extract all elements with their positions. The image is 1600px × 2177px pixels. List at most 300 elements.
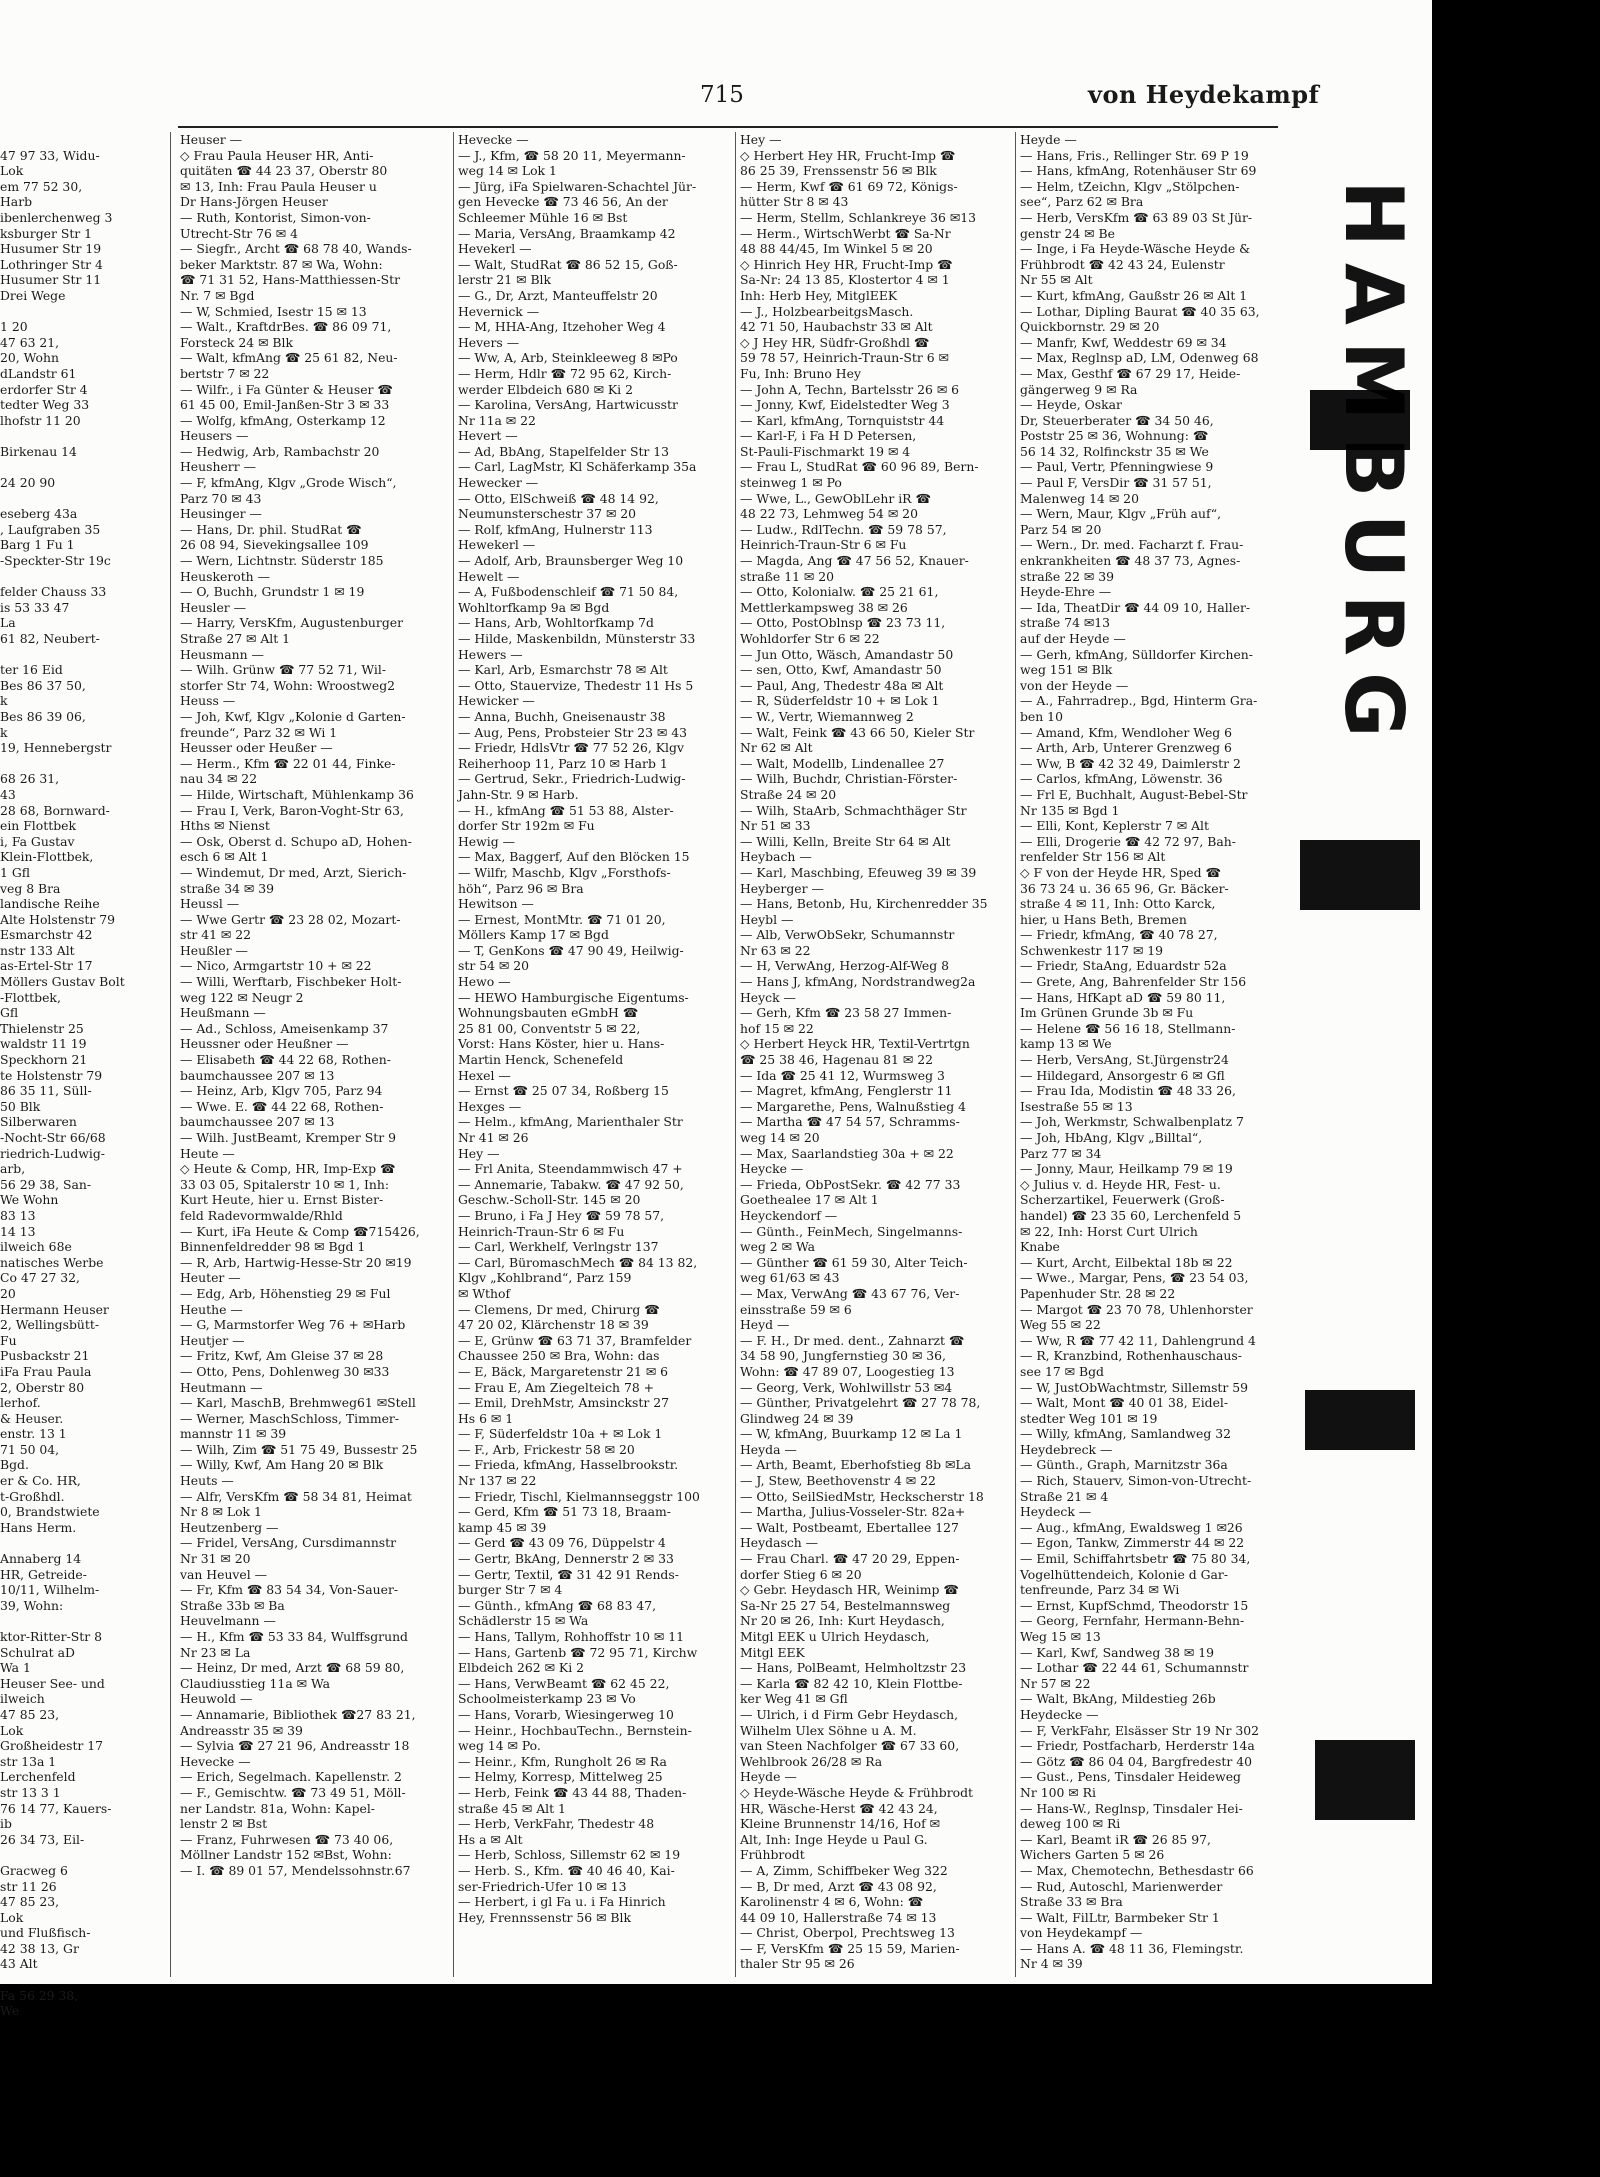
entry-line: — Walt, Mont ☎ 40 01 38, Eidel- xyxy=(1020,1395,1229,1411)
entry-line: Barg 1 Fu 1 xyxy=(0,537,75,553)
entry-line: — Jürg, iFa Spielwaren-Schachtel Jür- xyxy=(458,178,697,194)
entry-line: Lok xyxy=(0,163,24,179)
entry-line: Pusbackstr 21 xyxy=(0,1348,90,1364)
entry-line: — F., Arb, Frickestr 58 ✉ 20 xyxy=(458,1441,635,1457)
entry-line: storfer Str 74, Wohn: Wroostweg2 xyxy=(180,677,396,693)
entry-line: — Aug., kfmAng, Ewaldsweg 1 ✉26 xyxy=(1020,1519,1243,1535)
entry-line: — Otto, SeilSiedMstr, Heckscherstr 18 xyxy=(740,1488,984,1504)
entry-line: — F, Süderfeldstr 10a + ✉ Lok 1 xyxy=(458,1426,663,1442)
entry-line: is 53 33 47 xyxy=(0,599,70,615)
entry-line: esch 6 ✉ Alt 1 xyxy=(180,849,269,865)
entry-line: — Edg, Arb, Höhenstieg 29 ✉ Ful xyxy=(180,1285,391,1301)
entry-line: — Gertr, Textil, ☎ 31 42 91 Rends- xyxy=(458,1566,679,1582)
entry-line: weg 14 ✉ Po. xyxy=(458,1738,541,1754)
entry-line: — Heinr., HochbauTechn., Bernstein- xyxy=(458,1722,692,1738)
entry-line: — Max, Gesthf ☎ 67 29 17, Heide- xyxy=(1020,365,1241,381)
entry-line: — Helmy, Korresp, Mittelweg 25 xyxy=(458,1769,663,1785)
entry-line: 24 20 90 xyxy=(0,475,56,491)
entry-line: — T, GenKons ☎ 47 90 49, Heilwig- xyxy=(458,942,684,958)
entry-line: -Speckter-Str 19c xyxy=(0,553,111,569)
entry-line: Nr 23 ✉ La xyxy=(180,1644,251,1660)
entry-line: Mitgl EEK u Ulrich Heydasch, xyxy=(740,1629,930,1644)
entry-line: — Friedr, Tischl, Kielmannseggstr 100 xyxy=(458,1488,700,1504)
entry-line: natisches Werbe xyxy=(0,1254,104,1270)
entry-line: Hexel — xyxy=(458,1067,511,1083)
entry-line: — Margarethe, Pens, Walnußstieg 4 xyxy=(740,1098,967,1114)
entry-line: Sa-Nr: 24 13 85, Klostertor 4 ✉ 1 xyxy=(740,272,950,288)
entry-line: , Laufgraben 35 xyxy=(0,521,101,537)
entry-line: — Wern., Dr. med. Facharzt f. Frau- xyxy=(1020,537,1244,553)
entry-line: — Wwe., Margar, Pens, ☎ 23 54 03, xyxy=(1020,1270,1249,1286)
entry-line: 10/11, Wilhelm- xyxy=(0,1582,100,1598)
entry-line xyxy=(0,1535,118,1551)
entry-line: — I. ☎ 89 01 57, Mendelssohnstr.67 xyxy=(180,1862,411,1878)
entry-line: Wohltorfkamp 9a ✉ Bgd xyxy=(458,599,610,615)
entry-line: — Walt, kfmAng ☎ 25 61 82, Neu- xyxy=(180,350,398,366)
entry-line: Sa-Nr 25 27 54, Bestelmannsweg xyxy=(740,1597,951,1613)
entry-line: Gfl xyxy=(0,1005,19,1021)
entry-line: — Rud, Autoschl, Marienwerder xyxy=(1020,1878,1223,1894)
entry-line: — Clemens, Dr med, Chirurg ☎ xyxy=(458,1301,660,1317)
entry-line: — Wilh. Grünw ☎ 77 52 71, Wil- xyxy=(180,662,387,678)
entry-line: Fa 56 29 38, xyxy=(0,1987,79,2003)
entry-line: genstr 24 ✉ Be xyxy=(1020,225,1115,241)
entry-line: Heutzenberg — xyxy=(180,1519,279,1535)
entry-line: Co 47 27 32, xyxy=(0,1270,80,1286)
entry-line: Dr Hans-Jörgen Heuser xyxy=(180,194,328,210)
entry-line: Papenhuder Str. 28 ✉ 22 xyxy=(1020,1285,1176,1301)
entry-line: Möllers Gustav Bolt xyxy=(0,974,125,990)
entry-line: Thielenstr 25 xyxy=(0,1020,84,1036)
entry-line: — Günther ☎ 61 59 30, Alter Teich- xyxy=(740,1254,968,1270)
entry-line: — Harry, VersKfm, Augustenburger xyxy=(180,615,404,631)
entry-line: Heycke — xyxy=(740,1161,804,1177)
entry-line: — Karl-F, i Fa H D Petersen, xyxy=(740,428,917,444)
entry-line: straße 22 ✉ 39 xyxy=(1020,568,1114,584)
entry-line xyxy=(0,304,118,320)
entry-line: weg 151 ✉ Blk xyxy=(1020,662,1113,678)
entry-line: ◇ F von der Heyde HR, Sped ☎ xyxy=(1020,864,1221,880)
entry-line: — Carlos, kfmAng, Löwenstr. 36 xyxy=(1020,771,1223,787)
entry-line: ◇ Hinrich Hey HR, Frucht-Imp ☎ xyxy=(740,256,953,272)
entry-line: — Willi, Werftarb, Fischbeker Holt- xyxy=(180,974,402,990)
entry-line: Hevernick — xyxy=(458,303,540,319)
entry-line: straße 11 ✉ 20 xyxy=(740,568,834,584)
entry-line: — Herb, VersKfm ☎ 63 89 03 St Jür- xyxy=(1020,209,1253,225)
entry-line: — Max, Baggerf, Auf den Blöcken 15 xyxy=(458,849,690,865)
entry-line: — Frau I, Verk, Baron-Voght-Str 63, xyxy=(180,802,404,818)
entry-line: Heuts — xyxy=(180,1473,234,1489)
entry-line: Parz 54 ✉ 20 xyxy=(1020,521,1102,537)
entry-line: kamp 13 ✉ We xyxy=(1020,1036,1112,1052)
entry-line: — Osk, Oberst d. Schupo aD, Hohen- xyxy=(180,833,412,849)
entry-line: te Holstenstr 79 xyxy=(0,1067,103,1083)
entry-line: Straße 21 ✉ 4 xyxy=(1020,1488,1109,1504)
entry-line: — Wolfg, kfmAng, Osterkamp 12 xyxy=(180,412,386,428)
entry-line: Hewitson — xyxy=(458,896,534,912)
entry-line: Wilhelm Ulex Söhne u A. M. xyxy=(740,1722,917,1738)
entry-line: Hewers — xyxy=(458,646,523,662)
entry-line: Hewicker — xyxy=(458,693,535,709)
entry-line: — Carl, Werkhelf, Verlngstr 137 xyxy=(458,1239,659,1255)
entry-line: St-Pauli-Fischmarkt 19 ✉ 4 xyxy=(740,443,911,459)
entry-line: Nr 4 ✉ 39 xyxy=(1020,1956,1083,1972)
column-left-fragment xyxy=(0,132,125,2019)
entry-line: waldstr 11 19 xyxy=(0,1036,87,1052)
entry-line: arb, xyxy=(0,1161,26,1177)
entry-line: weg 61/63 ✉ 43 xyxy=(740,1270,840,1286)
entry-line: — Hans, Dr. phil. StudRat ☎ xyxy=(180,521,362,537)
entry-line: — Max, Saarlandstieg 30a + ✉ 22 xyxy=(740,1145,954,1161)
entry-line: — Ludw., RdlTechn. ☎ 59 78 57, xyxy=(740,521,947,537)
entry-line: — Hans, VerwBeamt ☎ 62 45 22, xyxy=(458,1675,670,1691)
entry-line: — Ruth, Kontorist, Simon-von- xyxy=(180,209,371,225)
entry-line: 36 73 24 u. 36 65 96, Gr. Bäcker- xyxy=(1020,880,1229,896)
entry-line: Utrecht-Str 76 ✉ 4 xyxy=(180,225,299,241)
entry-line: Nr 137 ✉ 22 xyxy=(458,1473,537,1489)
entry-line: Fu, Inh: Bruno Hey xyxy=(740,365,861,381)
scan-right-margin xyxy=(1432,0,1600,2177)
entry-line: — Erich, Segelmach. Kapellenstr. 2 xyxy=(180,1769,402,1785)
entry-line: — H., Kfm ☎ 53 33 84, Wulffsgrund xyxy=(180,1629,408,1644)
entry-line: Heußmann — xyxy=(180,1005,266,1021)
entry-line: — F. H., Dr med. dent., Zahnarzt ☎ xyxy=(740,1332,965,1348)
entry-line: höh“, Parz 96 ✉ Bra xyxy=(458,880,584,896)
header-rule xyxy=(178,126,1278,128)
entry-line: van Heuvel — xyxy=(180,1566,268,1582)
entry-line: — Ww, B ☎ 42 32 49, Daimlerstr 2 xyxy=(1020,755,1241,771)
entry-line: ksburger Str 1 xyxy=(0,225,93,241)
entry-line: Hevecke — xyxy=(458,132,529,147)
entry-line: Nr 62 ✉ Alt xyxy=(740,740,813,756)
entry-line: straße 45 ✉ Alt 1 xyxy=(458,1800,566,1816)
entry-line xyxy=(0,1972,118,1988)
entry-line: Heusers — xyxy=(180,428,249,444)
entry-line: dorfer Str 192m ✉ Fu xyxy=(458,818,595,834)
entry-line: — Martha, Julius-Vosseler-Str. 82a+ xyxy=(740,1504,966,1520)
entry-line: — Joh, Kwf, Klgv „Kolonie d Garten- xyxy=(180,708,406,724)
entry-line: nstr 133 Alt xyxy=(0,942,75,958)
entry-line: Heuthe — xyxy=(180,1301,243,1317)
entry-line: — Max, VerwAng ☎ 43 67 76, Ver- xyxy=(740,1285,960,1301)
entry-line: Frühbrodt xyxy=(740,1847,805,1863)
entry-line: — Hans, Gartenb ☎ 72 95 71, Kirchw xyxy=(458,1644,698,1660)
page-header xyxy=(0,80,1432,114)
entry-line: — Hans-W., Reglnsp, Tinsdaler Hei- xyxy=(1020,1800,1243,1816)
entry-line: 42 71 50, Haubachstr 33 ✉ Alt xyxy=(740,319,933,335)
entry-line: Heute — xyxy=(180,1145,235,1161)
entry-line: Nr 8 ✉ Lok 1 xyxy=(180,1504,262,1520)
entry-line: ter 16 Eid xyxy=(0,662,63,678)
entry-line: thaler Str 95 ✉ 26 xyxy=(740,1956,855,1972)
entry-line: — Ad., Schloss, Ameisenkamp 37 xyxy=(180,1020,389,1036)
entry-line: Annaberg 14 xyxy=(0,1551,82,1567)
entry-line: Heusser oder Heußer — xyxy=(180,740,333,756)
entry-line: — W, JustObWachtmstr, Sillemstr 59 xyxy=(1020,1379,1249,1395)
entry-line: Heyde — xyxy=(740,1769,797,1785)
entry-line: — Max, Chemotechn, Bethesdastr 66 xyxy=(1020,1862,1254,1878)
entry-line: Heusinger — xyxy=(180,506,262,522)
entry-line: — H., kfmAng ☎ 51 53 88, Alster- xyxy=(458,802,674,818)
entry-line: Chaussee 250 ✉ Bra, Wohn: das xyxy=(458,1348,660,1364)
entry-line: Im Grünen Grunde 3b ✉ Fu xyxy=(1020,1005,1194,1021)
entry-line: — Ad, BbAng, Stapelfelder Str 13 xyxy=(458,443,670,459)
entry-line: — J., HolzbearbeitgsMasch. xyxy=(740,303,914,319)
entry-line: Hexges — xyxy=(458,1098,522,1114)
entry-line: Nr 57 ✉ 22 xyxy=(1020,1675,1091,1691)
entry-line: — Franz, Fuhrwesen ☎ 73 40 06, xyxy=(180,1831,394,1847)
entry-line: Binnenfeldredder 98 ✉ Bgd 1 xyxy=(180,1239,366,1255)
entry-line: straße 74 ✉13 xyxy=(1020,615,1111,631)
entry-line: Glindweg 24 ✉ 39 xyxy=(740,1410,854,1426)
entry-line: — Wwe, L., GewOblLehr iR ☎ xyxy=(740,490,931,506)
entry-line: Heusler — xyxy=(180,599,247,615)
entry-line: — Kurt, Archt, Eilbektal 18b ✉ 22 xyxy=(1020,1254,1233,1270)
entry-line: Fu xyxy=(0,1332,17,1348)
entry-line: — Wilh, Buchdr, Christian-Förster- xyxy=(740,771,958,787)
entry-line: Parz 77 ✉ 34 xyxy=(1020,1145,1102,1161)
entry-line: Andreasstr 35 ✉ 39 xyxy=(180,1722,303,1738)
entry-line: — F, VersKfm ☎ 25 15 59, Marien- xyxy=(740,1940,960,1956)
entry-line: — Sylvia ☎ 27 21 96, Andreasstr 18 xyxy=(180,1738,410,1754)
entry-line: ib xyxy=(0,1816,12,1832)
entry-line: Hewekerl — xyxy=(458,537,536,553)
entry-line: — Frl E, Buchhalt, August-Bebel-Str xyxy=(1020,786,1248,802)
entry-line: stedter Weg 101 ✉ 19 xyxy=(1020,1410,1158,1426)
entry-line: enkrankheiten ☎ 48 37 73, Agnes- xyxy=(1020,553,1241,569)
entry-line: ◇ Julius v. d. Heyde HR, Fest- u. xyxy=(1020,1176,1221,1192)
entry-line: 68 26 31, xyxy=(0,771,60,787)
entry-line: Parz 70 ✉ 43 xyxy=(180,490,262,506)
entry-line: ◇ Heute & Comp, HR, Imp-Exp ☎ xyxy=(180,1161,396,1177)
entry-line: — A, Fußbodenschleif ☎ 71 50 84, xyxy=(458,584,679,600)
entry-line: — Aug, Pens, Probsteier Str 23 ✉ 43 xyxy=(458,724,687,740)
entry-line: Nr 20 ✉ 26, Inh: Kurt Heydasch, xyxy=(740,1613,945,1629)
entry-line: — Carl, BüromaschMech ☎ 84 13 82, xyxy=(458,1254,698,1270)
entry-line: Hs 6 ✉ 1 xyxy=(458,1410,514,1426)
entry-line: 61 45 00, Emil-Janßen-Str 3 ✉ 33 xyxy=(180,397,390,413)
entry-line: Hewo — xyxy=(458,974,511,990)
entry-line: ✉ Wthof xyxy=(458,1285,511,1301)
entry-line: Nr 63 ✉ 22 xyxy=(740,942,811,958)
entry-line: — Paul, Ang, Thedestr 48a ✉ Alt xyxy=(740,677,944,693)
entry-line: eseberg 43a xyxy=(0,506,78,522)
entry-line: — Hans, Fris., Rellinger Str. 69 P 19 xyxy=(1020,147,1249,163)
entry-line: Wohnungsbauten eGmbH ☎ xyxy=(458,1005,639,1021)
entry-line: — Kurt, kfmAng, Gaußstr 26 ✉ Alt 1 xyxy=(1020,287,1248,303)
entry-line: — E, Bäck, Margaretenstr 21 ✉ 6 xyxy=(458,1363,669,1379)
entry-line: — Hans, Vorarb, Wiesingerweg 10 xyxy=(458,1706,674,1722)
entry-line: — HEWO Hamburgische Eigentums- xyxy=(458,989,689,1005)
entry-line: — Heinr., Kfm, Rungholt 26 ✉ Ra xyxy=(458,1753,667,1769)
entry-line: — Herm, Kwf ☎ 61 69 72, Königs- xyxy=(740,178,958,194)
entry-line: Bes 86 37 50, xyxy=(0,677,86,693)
entry-line: Heyd — xyxy=(740,1317,790,1333)
entry-line: — Frau Ida, Modistin ☎ 48 33 26, xyxy=(1020,1083,1236,1099)
entry-line: Straße 27 ✉ Alt 1 xyxy=(180,631,291,646)
entry-line: Wa 1 xyxy=(0,1660,31,1676)
entry-line: Heuss — xyxy=(180,693,236,709)
entry-line: — Ernest, MontMtr. ☎ 71 01 20, xyxy=(458,911,666,927)
entry-line: Hey — xyxy=(458,1145,500,1161)
entry-line: hier, u Hans Beth, Bremen xyxy=(1020,911,1187,927)
entry-line: Wichers Garten 5 ✉ 26 xyxy=(1020,1847,1165,1863)
entry-line: — Arth, Arb, Unterer Grenzweg 6 xyxy=(1020,740,1232,756)
entry-line: — Karl, Kwf, Sandweg 38 ✉ 19 xyxy=(1020,1644,1215,1660)
entry-line: Vorst: Hans Köster, hier u. Hans- xyxy=(458,1036,665,1052)
entry-line: — Hans, Tallym, Rohhoffstr 10 ✉ 11 xyxy=(458,1629,684,1644)
entry-line: 47 85 23, xyxy=(0,1706,60,1722)
entry-line: Nr 100 ✉ Ri xyxy=(1020,1784,1096,1800)
entry-line: — Wern, Maur, Klgv „Früh auf“, xyxy=(1020,506,1222,522)
running-head: von Heydekampf xyxy=(1088,80,1320,109)
entry-line: ✉ 13, Inh: Frau Paula Heuser u xyxy=(180,178,377,194)
entry-line: hof 15 ✉ 22 xyxy=(740,1020,814,1036)
entry-line: see 17 ✉ Bgd xyxy=(1020,1363,1104,1379)
entry-line: — W, kfmAng, Buurkamp 12 ✉ La 1 xyxy=(740,1426,963,1442)
entry-line: — Hans, Betonb, Hu, Kirchenredder 35 xyxy=(740,896,988,912)
entry-line: Nr 135 ✉ Bgd 1 xyxy=(1020,802,1120,818)
entry-line: weg 122 ✉ Neugr 2 xyxy=(180,989,304,1005)
entry-line: — Hans, Arb, Wohltorfkamp 7d xyxy=(458,615,654,631)
entry-line: str 11 26 xyxy=(0,1878,57,1894)
entry-line: Weg 15 ✉ 13 xyxy=(1020,1629,1101,1644)
entry-line: quitäten ☎ 44 23 37, Oberstr 80 xyxy=(180,163,388,179)
entry-line: 33 03 05, Spitalerstr 10 ✉ 1, Inh: xyxy=(180,1176,390,1192)
entry-line: weg 14 ✉ 20 xyxy=(740,1130,820,1145)
entry-line: ✉ 22, Inh: Horst Curt Ulrich xyxy=(1020,1223,1198,1239)
entry-line: — Hans, HfKapt aD ☎ 59 80 11, xyxy=(1020,989,1226,1005)
entry-line: 28 68, Bornward- xyxy=(0,802,110,818)
entry-line: straße 34 ✉ 39 xyxy=(180,880,274,896)
column-4 xyxy=(1020,132,1282,1972)
entry-line: bertstr 7 ✉ 22 xyxy=(180,365,270,381)
entry-line: — Walt, BkAng, Mildestieg 26b xyxy=(1020,1691,1216,1707)
entry-line: 25 81 00, Conventstr 5 ✉ 22, xyxy=(458,1020,641,1036)
entry-line: 48 88 44/45, Im Winkel 5 ✉ 20 xyxy=(740,241,933,257)
entry-line: Heydasch — xyxy=(740,1535,819,1551)
entry-line: — R, Arb, Hartwig-Hesse-Str 20 ✉19 xyxy=(180,1254,412,1270)
entry-line: see“, Parz 62 ✉ Bra xyxy=(1020,194,1144,210)
entry-line: — Herb, Feink ☎ 43 44 88, Thaden- xyxy=(458,1784,687,1800)
entry-line: ilweich xyxy=(0,1691,45,1707)
entry-line: 43 Alt xyxy=(0,1956,38,1972)
entry-line xyxy=(0,569,118,585)
entry-line: HR, Wäsche-Herst ☎ 42 43 24, xyxy=(740,1800,938,1816)
side-band-text: HAMBURG xyxy=(1327,180,1420,754)
entry-line: — Willy, Kwf, Am Hang 20 ✉ Blk xyxy=(180,1457,384,1473)
entry-line: We Wohn xyxy=(0,1192,59,1208)
entry-line: — F, kfmAng, Klgv „Grode Wisch“, xyxy=(180,475,397,491)
entry-line: Heyda — xyxy=(740,1441,797,1457)
entry-line: — Carl, LagMstr, Kl Schäferkamp 35a xyxy=(458,459,697,475)
entry-line: 1 20 xyxy=(0,319,28,335)
entry-line: dLandstr 61 xyxy=(0,365,77,381)
entry-line: riedrich-Ludwig- xyxy=(0,1145,105,1161)
entry-line: — W., Vertr, Wiemannweg 2 xyxy=(740,708,914,724)
entry-line: — Ida, TheatDir ☎ 44 09 10, Haller- xyxy=(1020,599,1251,615)
entry-line: Hewig — xyxy=(458,833,515,849)
entry-line: 47 97 33, Widu- xyxy=(0,147,100,163)
entry-line: — A., Fahrradrep., Bgd, Hinterm Gra- xyxy=(1020,693,1258,709)
entry-line: — Gerh, kfmAng, Sülldorfer Kirchen- xyxy=(1020,646,1253,662)
entry-line: von der Heyde — xyxy=(1020,677,1129,693)
entry-line: — Willy, kfmAng, Samlandweg 32 xyxy=(1020,1426,1232,1442)
entry-line: Lothringer Str 4 xyxy=(0,256,103,272)
entry-line: — Walt, Feink ☎ 43 66 50, Kieler Str xyxy=(740,724,975,740)
entry-line: Schleemer Mühle 16 ✉ Bst xyxy=(458,209,628,225)
entry-line: Heuskeroth — xyxy=(180,568,270,584)
entry-line: — Inge, i Fa Heyde-Wäsche Heyde & xyxy=(1020,241,1251,257)
entry-line: Wohldorfer Str 6 ✉ 22 xyxy=(740,631,880,646)
entry-line: nau 34 ✉ 22 xyxy=(180,771,258,787)
entry-line: — Anna, Buchh, Gneisenaustr 38 xyxy=(458,708,666,724)
entry-line: — Heinz, Dr med, Arzt ☎ 68 59 80, xyxy=(180,1660,405,1676)
entry-line: Heussner oder Heußner — xyxy=(180,1036,349,1052)
entry-line: — Maria, VersAng, Braamkamp 42 xyxy=(458,225,676,241)
entry-line: — Günth., FeinMech, Singelmanns- xyxy=(740,1223,963,1239)
entry-line: — Werner, MaschSchloss, Timmer- xyxy=(180,1410,400,1426)
entry-line: Hans Herm. xyxy=(0,1519,77,1535)
entry-line: kamp 45 ✉ 39 xyxy=(458,1519,547,1535)
entry-line: Heuter — xyxy=(180,1270,241,1286)
entry-line: — O, Buchh, Grundstr 1 ✉ 19 xyxy=(180,584,365,600)
entry-line: — Herm., WirtschWerbt ☎ Sa-Nr xyxy=(740,225,951,241)
entry-line: — sen, Otto, Kwf, Amandastr 50 xyxy=(740,662,942,678)
entry-line: ktor-Ritter-Str 8 xyxy=(0,1629,102,1644)
entry-line: — Hans, kfmAng, Rotenhäuser Str 69 xyxy=(1020,163,1257,179)
column-2 xyxy=(458,132,738,1925)
entry-line: 47 85 23, xyxy=(0,1894,60,1910)
entry-line: La xyxy=(0,615,16,631)
entry-line: — Herb, VersAng, St.Jürgenstr24 xyxy=(1020,1052,1229,1068)
entry-line: — Frau L, StudRat ☎ 60 96 89, Bern- xyxy=(740,459,979,475)
entry-line: 47 20 02, Klärchenstr 18 ✉ 39 xyxy=(458,1317,649,1333)
entry-line: — Hans J, kfmAng, Nordstrandweg2a xyxy=(740,974,976,990)
entry-line: Alte Holstenstr 79 xyxy=(0,911,116,927)
entry-line: — Hedwig, Arb, Rambachstr 20 xyxy=(180,443,380,459)
entry-line: — Wern, Lichtnstr. Süderstr 185 xyxy=(180,553,384,569)
entry-line: Heybl — xyxy=(740,911,794,927)
entry-line xyxy=(0,647,118,663)
entry-line xyxy=(0,756,118,772)
entry-line: — Arth, Beamt, Eberhofstieg 8b ✉La xyxy=(740,1457,971,1473)
entry-line: — R, Süderfeldstr 10 + ✉ Lok 1 xyxy=(740,693,940,709)
entry-line: — Adolf, Arb, Braunsberger Weg 10 xyxy=(458,553,684,569)
entry-line: Neumunsterschestr 37 ✉ 20 xyxy=(458,506,637,522)
entry-line: ker Weg 41 ✉ Gfl xyxy=(740,1691,848,1707)
entry-line: Isestraße 55 ✉ 13 xyxy=(1020,1098,1133,1114)
entry-line: ser-Friedrich-Ufer 10 ✉ 13 xyxy=(458,1878,627,1894)
entry-line: einsstraße 59 ✉ 6 xyxy=(740,1301,852,1317)
entry-line: auf der Heyde — xyxy=(1020,631,1126,646)
entry-line: — Helm, tZeichn, Klgv „Stölpchen- xyxy=(1020,178,1240,194)
entry-line: 47 63 21, xyxy=(0,334,60,350)
entry-line: — Margot ☎ 23 70 78, Uhlenhorster xyxy=(1020,1301,1253,1317)
entry-line: tenfreunde, Parz 34 ✉ Wi xyxy=(1020,1582,1180,1598)
entry-line: — Lothar ☎ 22 44 61, Schumannstr xyxy=(1020,1660,1249,1676)
entry-line: k xyxy=(0,724,8,740)
entry-line: — Annamarie, Bibliothek ☎27 83 21, xyxy=(180,1706,416,1722)
entry-line: 1 Gfl xyxy=(0,864,30,880)
entry-line: — Frau E, Am Ziegelteich 78 + xyxy=(458,1379,655,1395)
entry-line: Heyck — xyxy=(740,989,796,1005)
entry-line: — Paul, Vertr, Pfenningwiese 9 xyxy=(1020,459,1214,475)
entry-line: Forsteck 24 ✉ Blk xyxy=(180,334,293,350)
entry-line: Lerchenfeld xyxy=(0,1769,76,1785)
entry-line: — Hans A. ☎ 48 11 36, Flemingstr. xyxy=(1020,1940,1244,1956)
entry-line: Wehlbrook 26/28 ✉ Ra xyxy=(740,1753,883,1769)
